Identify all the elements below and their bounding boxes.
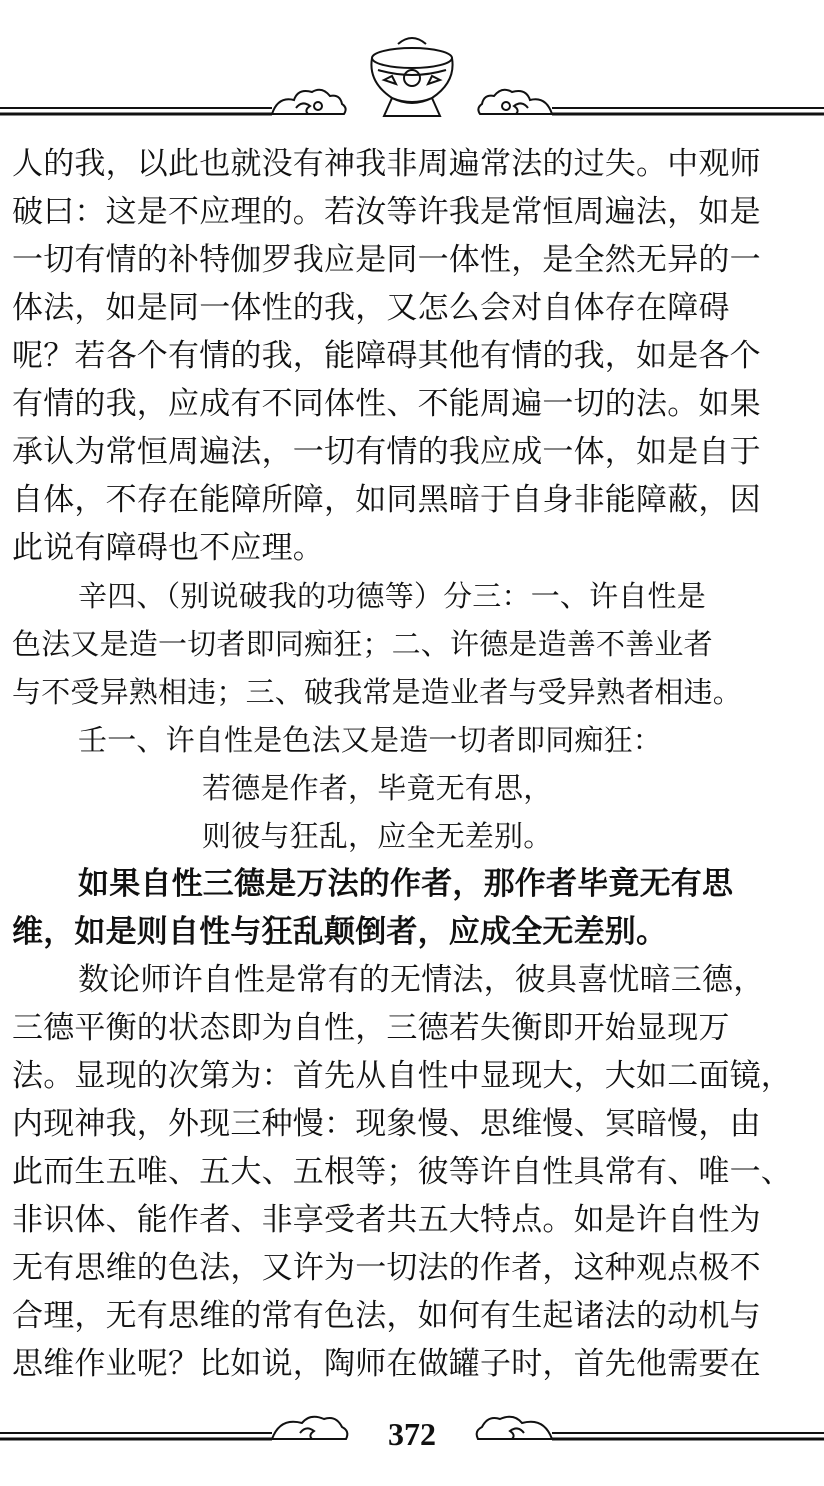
- text-line: 三德平衡的状态即为自性，三德若失衡即开始显现万: [12, 1010, 730, 1046]
- text-line: 非识体、能作者、非享受者共五大特点。如是许自性为: [12, 1202, 761, 1238]
- verse-line: 若德是作者，毕竟无有思，: [202, 771, 553, 805]
- page-number: 372: [388, 1416, 436, 1452]
- text-line: 破曰：这是不应理的。若汝等许我是常恒周遍法，如是: [12, 194, 761, 230]
- section-heading-line: 与不受异熟相违；三、破我常是造业者与受异熟者相违。: [12, 675, 743, 709]
- section-heading: 辛四、（别说破我的功德等）分三：一、许自性是: [78, 579, 706, 613]
- text-line: 自体，不存在能障所障，如同黑暗于自身非能障蔽，因: [12, 482, 761, 518]
- text-line: 此说有障碍也不应理。: [12, 530, 324, 566]
- text-line: 承认为常恒周遍法，一切有情的我应成一体，如是自于: [12, 434, 761, 470]
- verse-line: 则彼与狂乱，应全无差别。: [202, 819, 553, 853]
- verse-explanation: 如果自性三德是万法的作者，那作者毕竟无有思: [78, 866, 734, 902]
- text-line: 体法，如是同一体性的我，又怎么会对自体存在障碍: [12, 290, 730, 326]
- text-line: 一切有情的补特伽罗我应是同一体性，是全然无异的一: [12, 242, 761, 278]
- text-line: 有情的我，应成有不同体性、不能周遍一切的法。如果: [12, 386, 761, 422]
- text-line: 此而生五唯、五大、五根等；彼等许自性具常有、唯一、: [12, 1154, 792, 1190]
- text-line: 合理，无有思维的常有色法，如何有生起诸法的动机与: [12, 1298, 761, 1334]
- text-line: 呢？若各个有情的我，能障碍其他有情的我，如是各个: [12, 338, 761, 374]
- subsection-heading: 壬一、许自性是色法又是造一切者即同痴狂：: [78, 723, 663, 757]
- text-line: 无有思维的色法，又许为一切法的作者，这种观点极不: [12, 1250, 761, 1286]
- text-line: 思维作业呢？比如说，陶师在做罐子时，首先他需要在: [12, 1346, 761, 1382]
- text-body: [12, 140, 812, 1388]
- section-heading-line: 色法又是造一切者即同痴狂；二、许德是造善不善业者: [12, 627, 713, 661]
- verse-explanation: 维，如是则自性与狂乱颠倒者，应成全无差别。: [12, 914, 668, 950]
- text-line: 法。显现的次第为：首先从自性中显现大，大如二面镜，: [12, 1058, 792, 1094]
- header-ornament: [0, 30, 824, 130]
- text-line: 人的我，以此也就没有神我非周遍常法的过失。中观师: [12, 146, 761, 182]
- text-line: 数论师许自性是常有的无情法，彼具喜忧暗三德，: [78, 962, 765, 998]
- text-line: 内现神我，外现三种慢：现象慢、思维慢、冥暗慢，由: [12, 1106, 761, 1142]
